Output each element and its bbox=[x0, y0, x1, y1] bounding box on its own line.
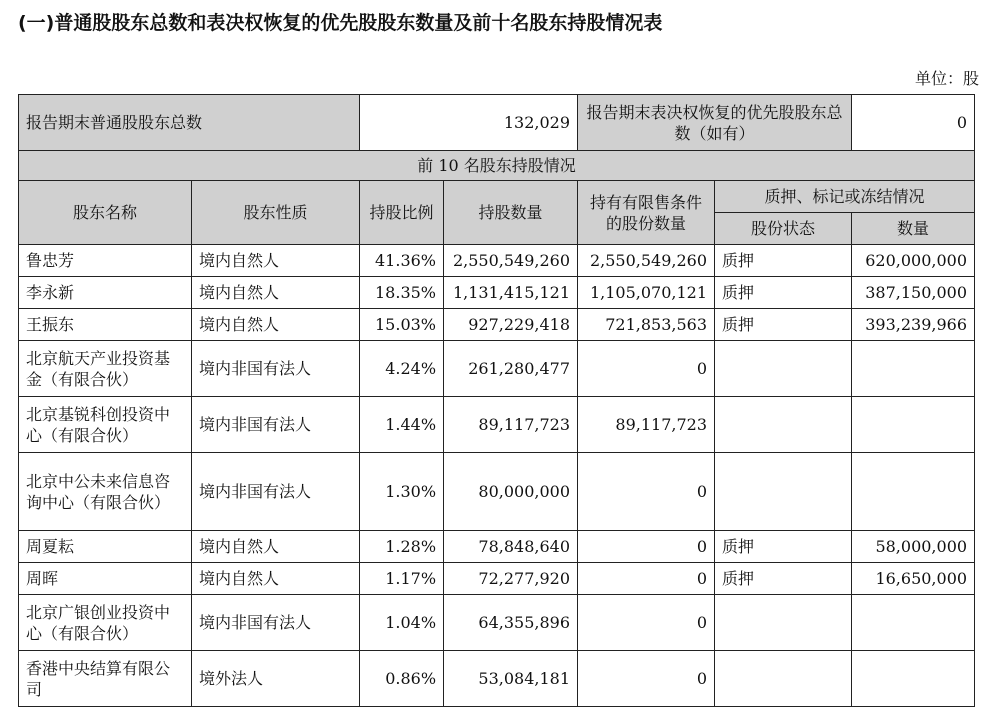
shareholder-nature: 境内非国有法人 bbox=[192, 397, 360, 453]
header-name: 股东名称 bbox=[19, 181, 192, 245]
restricted-shares: 721,853,563 bbox=[578, 309, 715, 341]
pledge-quantity bbox=[852, 397, 975, 453]
header-pledge-qty: 数量 bbox=[852, 213, 975, 245]
shareholder-name: 北京基锐科创投资中心（有限合伙） bbox=[19, 397, 192, 453]
holding-ratio: 18.35% bbox=[360, 277, 444, 309]
shareholder-name: 香港中央结算有限公司 bbox=[19, 651, 192, 707]
shareholder-name: 周晖 bbox=[19, 563, 192, 595]
shareholder-nature: 境内自然人 bbox=[192, 309, 360, 341]
restricted-shares: 0 bbox=[578, 453, 715, 531]
table-row bbox=[19, 245, 975, 277]
pledge-quantity: 58,000,000 bbox=[852, 531, 975, 563]
pledge-status: 质押 bbox=[715, 277, 852, 309]
restricted-shares: 89,117,723 bbox=[578, 397, 715, 453]
shareholder-name: 北京广银创业投资中心（有限合伙） bbox=[19, 595, 192, 651]
restricted-shares: 0 bbox=[578, 651, 715, 707]
restricted-shares: 0 bbox=[578, 531, 715, 563]
header-nature: 股东性质 bbox=[192, 181, 360, 245]
table-row bbox=[19, 563, 975, 595]
shareholder-name: 北京中公未来信息咨询中心（有限合伙） bbox=[19, 453, 192, 531]
restricted-shares: 2,550,549,260 bbox=[578, 245, 715, 277]
holding-shares: 927,229,418 bbox=[444, 309, 578, 341]
pref-holders-label: 报告期末表决权恢复的优先股股东总数（如有） bbox=[578, 95, 852, 151]
unit-label: 单位：股 bbox=[914, 69, 979, 88]
restricted-shares: 0 bbox=[578, 341, 715, 397]
restricted-shares: 0 bbox=[578, 595, 715, 651]
pledge-quantity bbox=[852, 651, 975, 707]
pledge-status bbox=[715, 453, 852, 531]
pledge-status bbox=[715, 651, 852, 707]
shareholder-name: 李永新 bbox=[19, 277, 192, 309]
table-row bbox=[19, 397, 975, 453]
table-row bbox=[19, 651, 975, 707]
shareholder-nature: 境内自然人 bbox=[192, 245, 360, 277]
holding-ratio: 1.30% bbox=[360, 453, 444, 531]
shareholder-name: 鲁忠芳 bbox=[19, 245, 192, 277]
header-shares: 持股数量 bbox=[444, 181, 578, 245]
shareholder-nature: 境内非国有法人 bbox=[192, 595, 360, 651]
header-restricted: 持有有限售条件的股份数量 bbox=[578, 181, 715, 245]
pledge-status: 质押 bbox=[715, 563, 852, 595]
table-row bbox=[19, 309, 975, 341]
holding-shares: 80,000,000 bbox=[444, 453, 578, 531]
holding-ratio: 4.24% bbox=[360, 341, 444, 397]
holding-ratio: 1.28% bbox=[360, 531, 444, 563]
pledge-status: 质押 bbox=[715, 309, 852, 341]
table-row bbox=[19, 277, 975, 309]
table-row bbox=[19, 453, 975, 531]
header-ratio: 持股比例 bbox=[360, 181, 444, 245]
pledge-status bbox=[715, 397, 852, 453]
holding-shares: 1,131,415,121 bbox=[444, 277, 578, 309]
shareholder-nature: 境内自然人 bbox=[192, 531, 360, 563]
holding-shares: 64,355,896 bbox=[444, 595, 578, 651]
table-row bbox=[19, 531, 975, 563]
shareholder-nature: 境内非国有法人 bbox=[192, 453, 360, 531]
table-row bbox=[19, 595, 975, 651]
shareholder-nature: 境内自然人 bbox=[192, 277, 360, 309]
pledge-status: 质押 bbox=[715, 531, 852, 563]
pledge-status: 质押 bbox=[715, 245, 852, 277]
shareholder-nature: 境内自然人 bbox=[192, 563, 360, 595]
restricted-shares: 0 bbox=[578, 563, 715, 595]
pledge-quantity: 620,000,000 bbox=[852, 245, 975, 277]
shareholder-name: 周夏耘 bbox=[19, 531, 192, 563]
holding-shares: 89,117,723 bbox=[444, 397, 578, 453]
header-row-1 bbox=[19, 181, 975, 213]
pledge-quantity: 387,150,000 bbox=[852, 277, 975, 309]
pledge-status bbox=[715, 341, 852, 397]
holding-shares: 78,848,640 bbox=[444, 531, 578, 563]
shareholder-nature: 境外法人 bbox=[192, 651, 360, 707]
shareholder-nature: 境内非国有法人 bbox=[192, 341, 360, 397]
header-pledge-group: 质押、标记或冻结情况 bbox=[715, 181, 975, 213]
holding-ratio: 15.03% bbox=[360, 309, 444, 341]
holding-shares: 53,084,181 bbox=[444, 651, 578, 707]
page-title: (一)普通股股东总数和表决权恢复的优先股股东数量及前十名股东持股情况表 bbox=[18, 12, 663, 34]
section-row bbox=[19, 151, 975, 181]
pledge-quantity: 16,650,000 bbox=[852, 563, 975, 595]
holding-ratio: 1.44% bbox=[360, 397, 444, 453]
pledge-status bbox=[715, 595, 852, 651]
shareholder-name: 王振东 bbox=[19, 309, 192, 341]
holding-shares: 2,550,549,260 bbox=[444, 245, 578, 277]
total-holders-value: 132,029 bbox=[360, 95, 578, 151]
shareholder-name: 北京航天产业投资基金（有限合伙） bbox=[19, 341, 192, 397]
summary-row bbox=[19, 95, 975, 151]
pledge-quantity bbox=[852, 341, 975, 397]
section-title: 前 10 名股东持股情况 bbox=[19, 151, 975, 181]
header-pledge-status: 股份状态 bbox=[715, 213, 852, 245]
total-holders-label: 报告期末普通股股东总数 bbox=[19, 95, 360, 151]
holding-ratio: 41.36% bbox=[360, 245, 444, 277]
holding-shares: 72,277,920 bbox=[444, 563, 578, 595]
restricted-shares: 1,105,070,121 bbox=[578, 277, 715, 309]
holding-shares: 261,280,477 bbox=[444, 341, 578, 397]
holding-ratio: 1.17% bbox=[360, 563, 444, 595]
pref-holders-value: 0 bbox=[852, 95, 975, 151]
holding-ratio: 1.04% bbox=[360, 595, 444, 651]
pledge-quantity bbox=[852, 595, 975, 651]
holding-ratio: 0.86% bbox=[360, 651, 444, 707]
shareholder-table bbox=[18, 94, 975, 707]
pledge-quantity: 393,239,966 bbox=[852, 309, 975, 341]
pledge-quantity bbox=[852, 453, 975, 531]
table-row bbox=[19, 341, 975, 397]
